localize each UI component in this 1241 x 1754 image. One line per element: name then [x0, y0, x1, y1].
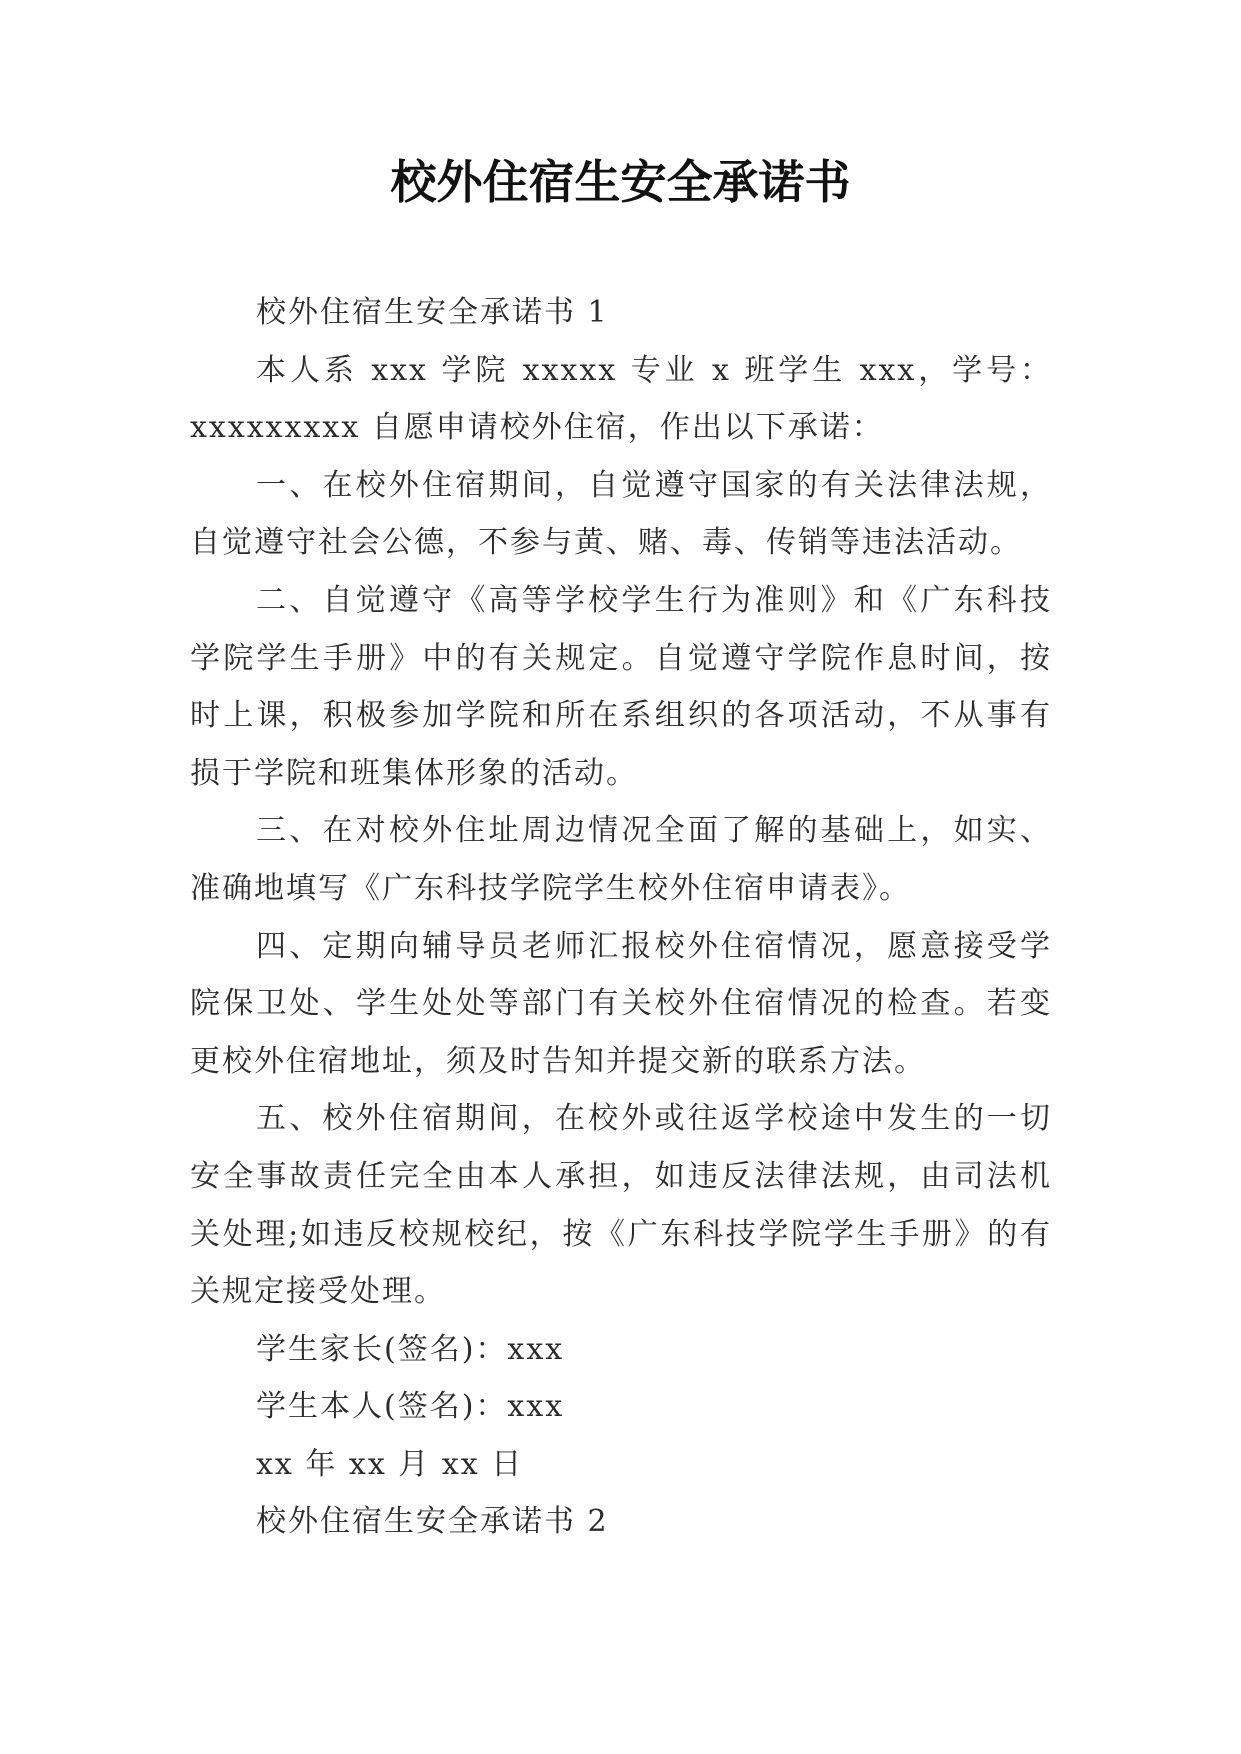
parent-signature: 学生家长(签名)：xxx — [256, 1331, 565, 1367]
promise-item-4: 四、定期向辅导员老师汇报校外住宿情况，愿意接受学院保卫处、学生处处等部门有关校外住宿情况的检查。若变更校外住宿地址，须及时告知并提交新的联系方法。 — [190, 928, 1052, 1079]
promise-item-2: 二、自觉遵守《高等学校学生行为准则》和《广东科技学院学生手册》中的有关规定。自觉遵守学院作息时间，按时上课，积极参加学院和所在系组织的各项活动，不从事有损于学院和班集体形象的活动。 — [190, 582, 1052, 791]
signature-date: xx 年 xx 月 xx 日 — [256, 1446, 524, 1482]
document-title: 校外住宿生安全承诺书 — [390, 155, 851, 209]
section-1-heading: 校外住宿生安全承诺书 1 — [256, 295, 609, 330]
document-body — [190, 284, 1052, 1551]
student-signature: 学生本人(签名)：xxx — [256, 1389, 565, 1425]
intro-paragraph: 本人系 xxx 学院 xxxxx 专业 x 班学生 xxx，学号：xxxxxxxxx 自愿申请校外住宿，作出以下承诺： — [190, 352, 1052, 446]
promise-item-1: 一、在校外住宿期间，自觉遵守国家的有关法律法规，自觉遵守社会公德，不参与黄、赌、毒、传销等违法活动。 — [190, 467, 1052, 561]
section-2-heading: 校外住宿生安全承诺书 2 — [256, 1504, 609, 1540]
promise-item-3: 三、在对校外住址周边情况全面了解的基础上，如实、准确地填写《广东科技学院学生校外住宿申请表》。 — [190, 813, 1052, 906]
promise-item-5: 五、校外住宿期间，在校外或往返学校途中发生的一切安全事故责任完全由本人承担，如违反法律法规，由司法机关处理;如违反校规校纪，按《广东科技学院学生手册》的有关规定接受处理。 — [190, 1101, 1052, 1310]
